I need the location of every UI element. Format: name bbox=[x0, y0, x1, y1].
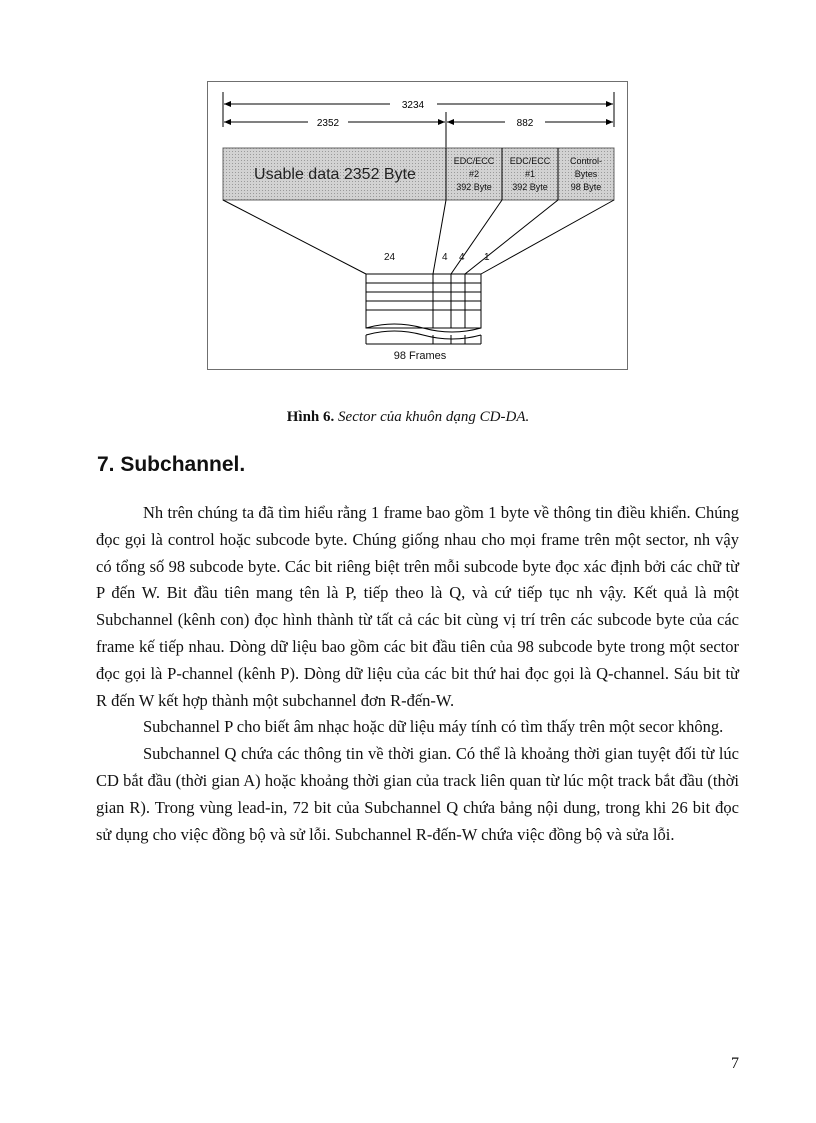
frame-count-data: 24 bbox=[384, 252, 396, 263]
frame-count-edc2: 4 bbox=[442, 252, 448, 263]
edc1-line2: #1 bbox=[524, 169, 536, 179]
dimension-total: 3234 bbox=[401, 100, 425, 111]
frame-grid bbox=[366, 274, 481, 344]
caption-text: Sector của khuôn dạng CD-DA. bbox=[338, 409, 530, 425]
control-line1: Control- bbox=[569, 156, 603, 166]
section-heading: 7. Subchannel. bbox=[97, 453, 246, 476]
edc2-line2: #2 bbox=[468, 169, 480, 179]
edc1-line1: EDC/ECC bbox=[509, 156, 551, 166]
control-line2: Bytes bbox=[574, 169, 598, 179]
dimension-right: 882 bbox=[516, 118, 534, 129]
page-number: 7 bbox=[731, 1055, 739, 1072]
control-line3: 98 Byte bbox=[570, 182, 602, 192]
sector-diagram bbox=[207, 81, 628, 370]
figure-caption bbox=[0, 409, 816, 426]
edc2-line1: EDC/ECC bbox=[453, 156, 495, 166]
edc1-line3: 392 Byte bbox=[512, 182, 548, 192]
frame-count-control: 1 bbox=[484, 252, 490, 263]
paragraph: Subchannel P cho biết âm nhạc hoặc dữ liệu máy tính có tìm thấy trên một secor không. bbox=[143, 717, 724, 737]
frames-label: 98 Frames bbox=[393, 350, 447, 362]
frame-count-edc1: 4 bbox=[459, 252, 465, 263]
fan-lines bbox=[223, 200, 614, 274]
edc2-line3: 392 Byte bbox=[456, 182, 492, 192]
usable-data-label: Usable data 2352 Byte bbox=[254, 166, 416, 183]
sector-diagram-svg bbox=[208, 82, 627, 369]
body-text bbox=[96, 500, 739, 848]
caption-label: Hình 6. bbox=[286, 409, 335, 425]
paragraph: Nh trên chúng ta đã tìm hiểu rằng 1 frame bao gồm 1 byte về thông tin điều khiển. Chúng đọc gọi là control hoặc subcode byte. Chúng giống nhau cho mọi frame trên một sector, nh vậy có tổng số 98 subcode byte. Các bit riêng biệt trên mỗi subcode byte đọc xác định bởi các chữ từ P đến W. Bit đầu tiên mang tên là P, tiếp theo là Q, và cứ tiếp tục nh vậy. Kết quả là một Subchannel (kênh con) đọc hình thành từ tất cả các bit cùng vị trí trên các subcode byte của các frame kế tiếp nhau. Dòng dữ liệu bao gồm các bit đầu tiên của 98 subcode byte trong một sector đọc gọi là P-channel (kênh P). Dòng dữ liệu của các bit thứ hai đọc gọi là Q-channel. Sáu bit từ R đến W kết hợp thành một subchannel đơn R-đến-W. bbox=[96, 503, 739, 710]
dimension-left: 2352 bbox=[316, 118, 340, 129]
paragraph: Subchannel Q chứa các thông tin về thời gian. Có thể là khoảng thời gian tuyệt đối từ lúc CD bắt đầu (thời gian A) hoặc khoảng thời gian của track liên quan từ lúc một track bắt đầu (thời gian R). Trong vùng lead-in, 72 bit của Subchannel Q chứa bảng nội dung, trong khi 26 bit đọc sử dụng cho việc đồng bộ và sử lỗi. Subchannel R-đến-W chứa việc đồng bộ và sửa lỗi. bbox=[96, 744, 739, 844]
